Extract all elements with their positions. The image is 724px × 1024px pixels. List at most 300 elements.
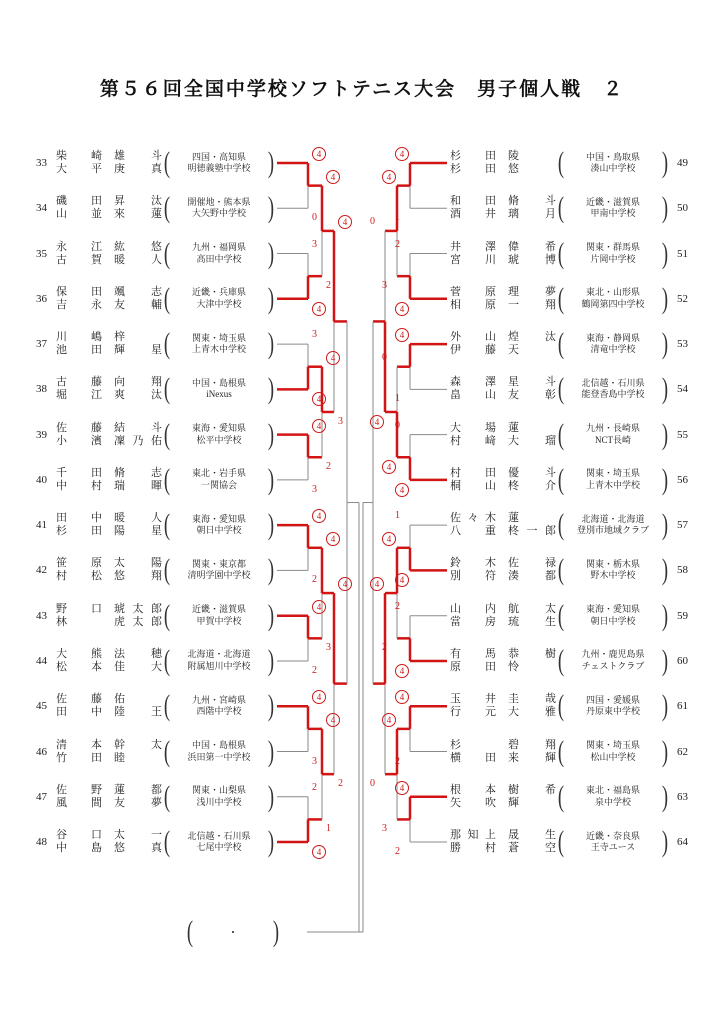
- player-surname: 桐 山: [450, 479, 496, 492]
- player-given-name: 虎 太 郎: [114, 615, 162, 628]
- player-given-name: 向 翔: [114, 376, 162, 389]
- player-name: [450, 706, 556, 719]
- score-label: 3: [338, 415, 343, 427]
- score-label: 3: [312, 483, 317, 495]
- team-label: 大矢野中学校: [191, 208, 246, 219]
- info-paren-open: (: [163, 779, 171, 813]
- player-name: [56, 195, 162, 208]
- player-surname: 風 間: [56, 796, 102, 809]
- team-label: 西階中学校: [196, 706, 242, 717]
- winner-score-circle: 4: [395, 147, 409, 161]
- pair-names: [450, 784, 556, 810]
- info-paren-open: (: [163, 734, 171, 768]
- team-label: NCT長崎: [594, 434, 631, 445]
- score-label: 2: [326, 280, 331, 292]
- player-given-name: 柊 一 郎: [508, 525, 556, 538]
- pair-names: [450, 150, 556, 176]
- pair-names: [56, 512, 162, 538]
- team-info: [566, 604, 660, 627]
- entry-seed-number: 35: [36, 247, 47, 260]
- team-label: 野木中学校: [590, 570, 636, 581]
- team-info: [566, 423, 660, 446]
- player-name: [450, 752, 556, 765]
- score-label: 3: [326, 642, 331, 654]
- winner-score-circle: 4: [382, 532, 396, 546]
- player-surname: 杉 田: [56, 525, 102, 538]
- team-info: [566, 649, 660, 672]
- player-given-name: 優 斗: [508, 466, 556, 479]
- player-surname: 柴 崎: [56, 150, 102, 162]
- info-paren-close: ): [661, 191, 669, 225]
- entry-row: [27, 643, 276, 677]
- region-label: 関東・群馬県: [585, 242, 640, 253]
- info-paren-close: ): [267, 327, 275, 361]
- info-paren-close: ): [661, 779, 669, 813]
- player-surname: 畠 山: [450, 389, 496, 402]
- player-given-name: 圭 哉: [508, 693, 556, 706]
- entry-seed-number: 50: [677, 202, 688, 215]
- player-surname: 川 嶋: [56, 331, 102, 344]
- score-label: [395, 781, 409, 794]
- player-name: [56, 706, 162, 719]
- team-info: [172, 695, 266, 718]
- info-paren-open: (: [163, 508, 171, 542]
- score-label: [395, 573, 409, 586]
- score-label: [326, 532, 340, 545]
- team-info: [566, 514, 660, 537]
- team-label: チェストクラブ: [581, 660, 645, 671]
- player-name: [450, 616, 556, 629]
- info-paren-open: (: [557, 327, 565, 361]
- entry-row: [450, 825, 697, 859]
- info-paren-open: (: [163, 327, 171, 361]
- player-given-name: 怜: [508, 660, 519, 673]
- team-label: 上青木中学校: [191, 344, 246, 355]
- player-name: [56, 829, 162, 842]
- player-name: [450, 570, 556, 583]
- team-info: [566, 559, 660, 582]
- region-label: 九州・長崎県: [585, 423, 640, 434]
- entry-row: [27, 825, 276, 859]
- winner-score-circle: 4: [395, 328, 409, 342]
- player-given-name: 結 斗: [114, 421, 162, 434]
- player-given-name: 太 陽: [114, 557, 162, 570]
- player-surname: 千 田: [56, 466, 102, 479]
- score-label: [395, 147, 409, 160]
- score-label: [382, 170, 396, 183]
- player-surname: 古 賀: [56, 253, 102, 266]
- score-label: 2: [395, 755, 400, 767]
- team-info: [172, 649, 266, 672]
- entry-row: [450, 191, 697, 225]
- info-paren-close: ): [661, 327, 669, 361]
- player-given-name: 琉 生: [508, 615, 556, 628]
- pair-names: [450, 739, 556, 765]
- region-label: 東海・静岡県: [585, 332, 640, 343]
- winner-score-circle: 4: [326, 351, 340, 365]
- player-given-name: 雄 斗: [114, 150, 162, 162]
- pair-names: [450, 467, 556, 493]
- team-label: 明徳義塾中学校: [187, 163, 251, 173]
- info-paren-close: ): [267, 643, 275, 677]
- player-name: [56, 525, 162, 538]
- region-label: 近畿・奈良県: [585, 830, 640, 841]
- score-label: 0: [312, 212, 317, 224]
- score-label: [395, 302, 409, 315]
- score-label: [312, 147, 326, 160]
- entry-seed-number: 54: [677, 383, 688, 396]
- team-info: [566, 242, 660, 265]
- info-paren-open: (: [557, 825, 565, 859]
- player-name: [56, 661, 162, 674]
- team-info: [172, 152, 266, 175]
- info-paren-open: (: [163, 689, 171, 723]
- score-label: 2: [312, 664, 317, 676]
- player-surname: 古 藤: [56, 376, 102, 389]
- player-given-name: 天: [508, 344, 519, 357]
- entry-row: [27, 508, 276, 542]
- pair-names: [56, 195, 162, 221]
- entry-row: [27, 734, 276, 768]
- region-label: 関東・山梨県: [191, 785, 246, 796]
- score-label: 3: [382, 823, 387, 835]
- pair-names: [450, 512, 556, 538]
- pair-names: [56, 784, 162, 810]
- info-paren-close: ): [267, 553, 275, 587]
- entry-row: [27, 146, 276, 179]
- info-paren-close: ): [661, 236, 669, 270]
- info-paren-open: (: [557, 779, 565, 813]
- entry-seed-number: 41: [36, 519, 47, 532]
- score-label: 0: [395, 419, 400, 431]
- info-paren-close: ): [267, 462, 275, 496]
- player-name: [450, 344, 556, 357]
- region-label: 九州・福岡県: [191, 242, 246, 253]
- player-name: [56, 797, 162, 810]
- player-given-name: 佑: [114, 693, 125, 706]
- player-surname: 清 本: [56, 738, 102, 751]
- player-surname: 大 場: [450, 421, 496, 434]
- info-paren-open: (: [163, 191, 171, 225]
- player-name: [450, 661, 556, 674]
- winner-score-circle: 4: [338, 215, 352, 229]
- player-given-name: 璃 月: [508, 208, 556, 221]
- player-name: [56, 254, 162, 267]
- player-given-name: 航 太: [508, 602, 556, 615]
- player-given-name: 大 瑠: [508, 434, 556, 447]
- score-label: 0: [382, 351, 387, 363]
- player-name: [56, 286, 162, 299]
- player-surname: 八 重: [450, 525, 496, 538]
- player-surname: 有 馬: [450, 647, 496, 660]
- team-label: 松山中学校: [590, 751, 636, 762]
- region-label: 関東・埼玉県: [191, 332, 246, 343]
- region-label: 九州・鹿児島県: [581, 649, 645, 660]
- pair-names: [450, 829, 556, 855]
- player-name: [450, 557, 556, 570]
- entry-row: [27, 281, 276, 315]
- player-given-name: 友 夢: [114, 796, 162, 809]
- player-given-name: 凜 乃 佑: [114, 434, 162, 447]
- score-label: [312, 600, 326, 613]
- player-given-name: 陸 王: [114, 706, 162, 719]
- entry-seed-number: 58: [677, 564, 688, 577]
- player-surname: 那 知 上: [450, 829, 496, 842]
- pair-names: [56, 603, 162, 629]
- info-paren-open: (: [163, 236, 171, 270]
- score-label: [395, 690, 409, 703]
- player-surname: 行 元: [450, 706, 496, 719]
- team-info: [172, 242, 266, 265]
- player-surname: 杉 田: [450, 150, 496, 162]
- score-label: [312, 392, 326, 405]
- entry-row: [450, 553, 697, 587]
- player-given-name: 暖 人: [114, 253, 162, 266]
- player-given-name: 睦: [114, 751, 125, 764]
- entry-seed-number: 48: [36, 836, 47, 849]
- entry-seed-number: 42: [36, 564, 47, 577]
- winner-score-circle: 4: [326, 170, 340, 184]
- team-info: [172, 378, 266, 401]
- team-info: [566, 695, 660, 718]
- player-name: [56, 241, 162, 254]
- player-surname: 大 熊: [56, 647, 102, 660]
- info-paren-open: (: [163, 417, 171, 451]
- entry-row: [27, 372, 276, 406]
- player-surname: 當 房: [450, 615, 496, 628]
- entry-row: [450, 643, 697, 677]
- player-surname: 堀 江: [56, 389, 102, 402]
- entry-seed-number: 56: [677, 473, 688, 486]
- player-given-name: 悠 真: [114, 842, 162, 855]
- player-given-name: 琥 太 郎: [114, 602, 162, 615]
- player-name: [450, 797, 556, 810]
- entry-seed-number: 46: [36, 745, 47, 758]
- info-paren-open: (: [557, 462, 565, 496]
- entry-seed-number: 49: [677, 157, 688, 169]
- champion-placeholder: ・: [227, 927, 239, 939]
- team-info: [566, 785, 660, 808]
- info-paren-open: (: [557, 146, 565, 179]
- winner-score-circle: 4: [382, 170, 396, 184]
- score-label: 1: [395, 393, 400, 405]
- winner-score-circle: 4: [370, 415, 384, 429]
- player-given-name: 来 輝: [508, 751, 556, 764]
- region-label: 北海道・北海道: [581, 513, 645, 524]
- player-given-name: 恭 樹: [508, 647, 556, 660]
- pair-names: [56, 286, 162, 312]
- player-given-name: 來 蓮: [114, 208, 162, 221]
- team-info: [172, 559, 266, 582]
- pair-names: [56, 557, 162, 583]
- region-label: 四国・高知県: [191, 151, 246, 162]
- score-label: 2: [382, 642, 387, 654]
- entry-row: [450, 462, 697, 496]
- player-given-name: 陵: [508, 150, 519, 162]
- entry-row: [27, 417, 276, 451]
- region-label: 東北・岩手県: [191, 468, 246, 479]
- info-paren-open: (: [163, 553, 171, 587]
- player-given-name: 佐 禄: [508, 557, 556, 570]
- team-label: 丹原東中学校: [585, 706, 640, 717]
- entry-seed-number: 57: [677, 519, 688, 532]
- player-given-name: 煌 汰: [508, 331, 556, 344]
- team-label: 浅川中学校: [196, 796, 242, 807]
- entry-row: [27, 462, 276, 496]
- info-paren-close: ): [661, 734, 669, 768]
- info-paren-close: ): [267, 417, 275, 451]
- player-surname: 伊 藤: [450, 344, 496, 357]
- player-name: [450, 195, 556, 208]
- score-label: [312, 509, 326, 522]
- winner-score-circle: 4: [312, 302, 326, 316]
- player-surname: 菅 原: [450, 285, 496, 298]
- player-surname: 磯 田: [56, 195, 102, 208]
- region-label: 関東・栃木県: [585, 558, 640, 569]
- player-given-name: 友 彰: [508, 389, 556, 402]
- entry-seed-number: 53: [677, 338, 688, 351]
- score-label: [326, 351, 340, 364]
- team-label: 大津中学校: [196, 298, 242, 309]
- pair-names: [450, 693, 556, 719]
- pair-names: [56, 422, 162, 448]
- info-paren-close: ): [267, 734, 275, 768]
- region-label: 近畿・兵庫県: [191, 287, 246, 298]
- player-surname: 横 田: [450, 751, 496, 764]
- score-label: 2: [326, 461, 331, 473]
- player-name: [56, 603, 162, 616]
- info-paren-close: ): [267, 598, 275, 632]
- player-given-name: 理 夢: [508, 285, 556, 298]
- player-name: [56, 376, 162, 389]
- score-label: [338, 215, 352, 228]
- region-label: 中国・鳥取県: [585, 151, 640, 162]
- player-given-name: 颯 志: [114, 285, 162, 298]
- champion-slot: [185, 915, 281, 949]
- team-label: 能登香島中学校: [581, 389, 645, 400]
- team-info: [172, 514, 266, 537]
- player-given-name: 友 輔: [114, 298, 162, 311]
- player-given-name: 蓮: [508, 512, 519, 525]
- team-info: [172, 468, 266, 491]
- player-surname: 酒 井: [450, 208, 496, 221]
- pair-names: [56, 150, 162, 176]
- info-paren-close: ): [267, 281, 275, 315]
- team-label: 上青木中学校: [585, 479, 640, 490]
- player-surname: 相 原: [450, 298, 496, 311]
- player-name: [450, 603, 556, 616]
- entry-row: [450, 598, 697, 632]
- info-paren-open: (: [557, 734, 565, 768]
- info-paren-open: (: [557, 281, 565, 315]
- info-paren-open: (: [557, 372, 565, 406]
- team-info: [172, 785, 266, 808]
- entry-seed-number: 62: [677, 745, 688, 758]
- player-name: [56, 150, 162, 163]
- entry-seed-number: 52: [677, 292, 688, 305]
- region-label: 開催地・熊本県: [187, 196, 251, 207]
- player-given-name: 陽 星: [114, 525, 162, 538]
- player-given-name: 暖 人: [114, 512, 162, 525]
- player-surname: 松 本: [56, 660, 102, 673]
- score-label: [382, 713, 396, 726]
- player-surname: 中 島: [56, 842, 102, 855]
- player-given-name: 一 翔: [508, 298, 556, 311]
- score-label: 1: [326, 823, 331, 835]
- player-name: [450, 467, 556, 480]
- player-given-name: 紘 悠: [114, 240, 162, 253]
- team-label: 清竜中学校: [590, 344, 636, 355]
- info-paren-open: (: [557, 417, 565, 451]
- winner-score-circle: 4: [312, 147, 326, 161]
- pair-names: [56, 829, 162, 855]
- player-surname: 勝 村: [450, 842, 496, 855]
- player-name: [450, 331, 556, 344]
- player-surname: 宮 川: [450, 253, 496, 266]
- player-surname: 池 田: [56, 344, 102, 357]
- player-surname: 笹 原: [56, 557, 102, 570]
- player-surname: 保 田: [56, 285, 102, 298]
- region-label: 北信越・石川県: [581, 377, 645, 388]
- entry-seed-number: 47: [36, 790, 47, 803]
- winner-score-circle: 4: [370, 577, 384, 591]
- entry-row: [27, 327, 276, 361]
- player-surname: 林: [56, 615, 67, 628]
- info-paren-open: (: [163, 462, 171, 496]
- score-label: 3: [312, 329, 317, 341]
- player-surname: 佐 野: [56, 783, 102, 796]
- team-label: 清明学園中学校: [187, 570, 251, 581]
- page-title: 第５６回全国中学校ソフトテニス大会 男子個人戦 ２: [99, 79, 625, 100]
- player-surname: 佐 藤: [56, 693, 102, 706]
- info-paren-open: (: [557, 508, 565, 542]
- entry-seed-number: 39: [36, 428, 47, 441]
- player-name: [450, 150, 556, 163]
- player-name: [450, 842, 556, 855]
- score-label: [395, 328, 409, 341]
- score-label: [382, 460, 396, 473]
- region-label: 四国・愛媛県: [585, 694, 640, 705]
- info-paren-open: (: [163, 825, 171, 859]
- player-surname: 大 平: [56, 163, 102, 175]
- score-label: 1: [395, 212, 400, 224]
- entry-seed-number: 44: [36, 654, 47, 667]
- info-paren-close: ): [661, 281, 669, 315]
- pair-names: [450, 603, 556, 629]
- player-surname: 谷 口: [56, 829, 102, 842]
- entry-row: [27, 689, 276, 723]
- entry-seed-number: 45: [36, 700, 47, 713]
- player-given-name: 佳 大: [114, 660, 162, 673]
- player-name: [56, 389, 162, 402]
- player-given-name: 法 穂: [114, 647, 162, 660]
- player-name: [450, 525, 556, 538]
- info-paren-close: ): [661, 146, 669, 179]
- player-surname: 根 本: [450, 783, 496, 796]
- player-surname: 山 内: [450, 602, 496, 615]
- region-label: 東北・福島県: [585, 785, 640, 796]
- winner-score-circle: 4: [382, 713, 396, 727]
- player-surname: 吉 永: [56, 298, 102, 311]
- pair-names: [450, 241, 556, 267]
- player-name: [450, 241, 556, 254]
- winner-score-circle: 4: [395, 483, 409, 497]
- score-label: 0: [370, 215, 375, 227]
- entry-seed-number: 64: [677, 836, 688, 849]
- team-info: [566, 152, 660, 175]
- winner-score-circle: 4: [395, 573, 409, 587]
- player-given-name: 偉 希: [508, 240, 556, 253]
